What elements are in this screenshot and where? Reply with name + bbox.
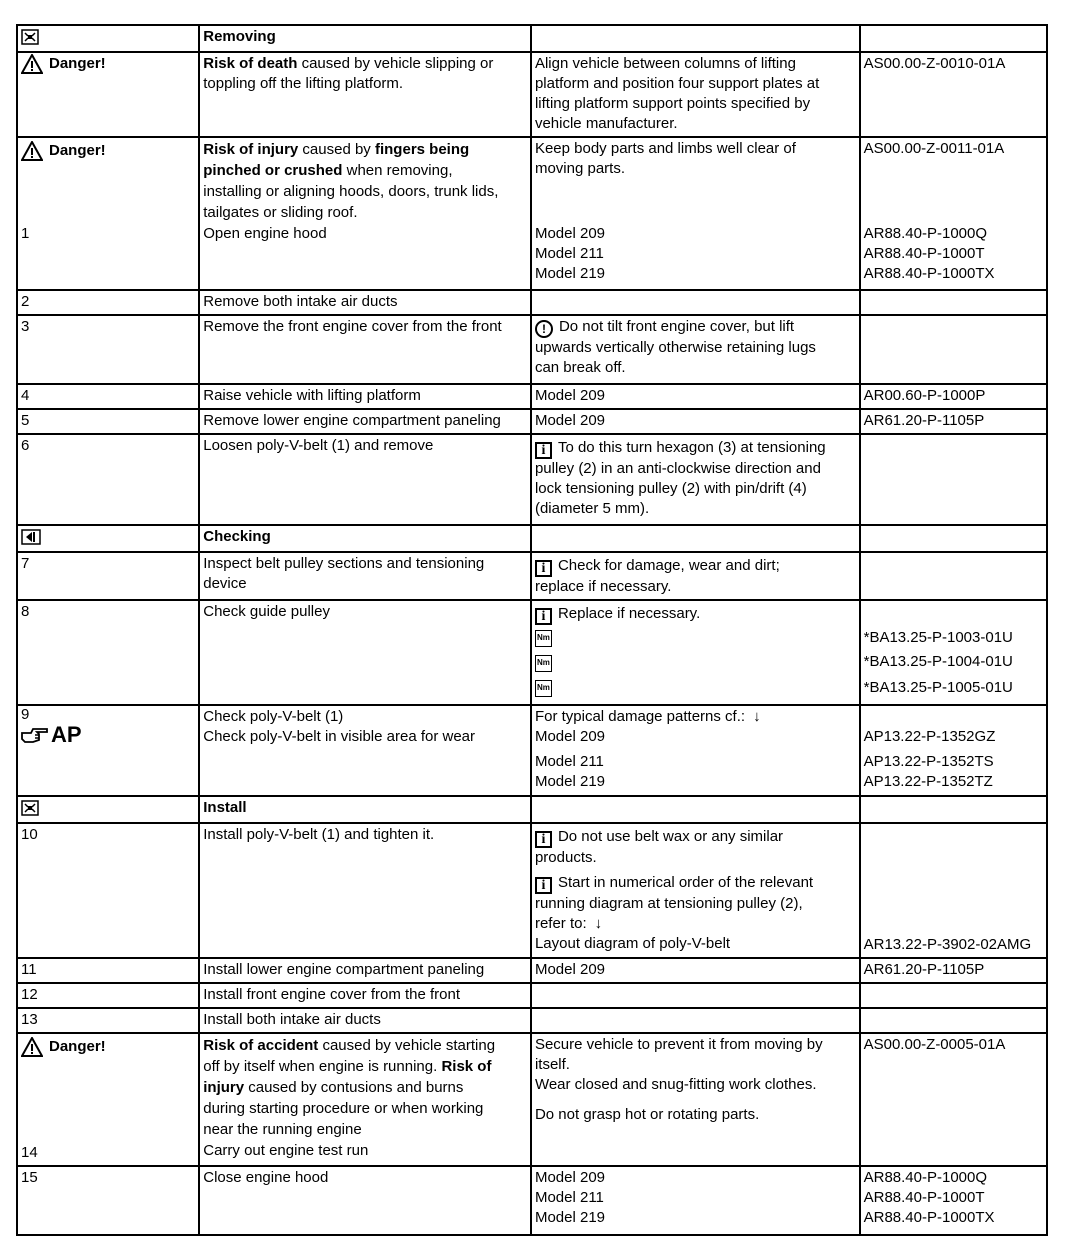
ap-label: AP [51, 722, 82, 747]
reference-link[interactable]: *BA13.25-P-1005-01U [863, 679, 1013, 696]
step-text: Open engine hood [203, 225, 327, 242]
reference-link[interactable]: AS00.00-Z-0005-01A [860, 1033, 1047, 1166]
caution-icon: ! [535, 320, 553, 338]
risk-text: during starting procedure or when working [203, 1100, 484, 1117]
reference-link[interactable]: AP13.22-P-1352TZ [863, 773, 993, 790]
danger-warning [21, 1037, 195, 1057]
section-title-removing: Removing [199, 25, 531, 52]
info-icon: i [535, 831, 552, 848]
step-row [17, 552, 1047, 600]
risk-text: caused by [298, 141, 375, 158]
torque-nm-icon: Nm [535, 630, 552, 647]
risk-title: Risk of accident [203, 1037, 319, 1054]
ap-marker [21, 722, 195, 747]
torque-nm-icon: Nm [535, 655, 552, 672]
danger-label: Danger! [49, 142, 106, 159]
note-text: To do this turn hexagon (3) at tensioning [557, 439, 826, 456]
remedy-text: Wear closed and snug-fitting work clothes. [534, 1076, 817, 1093]
remedy-text: Secure vehicle to prevent it from moving by [534, 1036, 823, 1053]
step-text: Close engine hood [199, 1166, 531, 1235]
info-icon: i [535, 560, 552, 577]
model-label: Model 209 [531, 958, 860, 983]
section-title-install: Install [199, 796, 531, 823]
section-title-checking: Checking [199, 525, 531, 552]
down-arrow-icon[interactable]: ↓ [753, 708, 761, 725]
reference-link[interactable]: AS00.00-Z-0011-01A [863, 140, 1005, 157]
reference-link[interactable]: AR13.22-P-3902-02AMG [863, 936, 1032, 953]
risk-text: caused by contusions and burns [244, 1079, 464, 1096]
step-number: 7 [17, 552, 199, 600]
info-icon: i [535, 608, 552, 625]
note-text: Start in numerical order of the relevant [557, 874, 814, 891]
step-number: 2 [17, 290, 199, 315]
danger-warning [21, 141, 195, 161]
model-label: Model 211 [534, 245, 604, 262]
section-row-install [17, 796, 1047, 823]
model-label: Model 209 [534, 1169, 606, 1186]
step-number: 6 [17, 434, 199, 525]
remedy-text: Do not grasp hot or rotating parts. [534, 1106, 760, 1123]
remedy-text: moving parts. [534, 160, 625, 177]
remedy-text: Align vehicle between columns of lifting [534, 55, 796, 72]
step-row [17, 1166, 1047, 1235]
step-number: 12 [17, 983, 199, 1008]
danger-row [17, 137, 1047, 290]
layout-diagram-label: Layout diagram of poly-V-belt [534, 935, 731, 952]
step-text: Check poly-V-belt (1) [203, 708, 344, 725]
reference-link[interactable]: *BA13.25-P-1004-01U [863, 653, 1013, 670]
reference-link[interactable]: AR88.40-P-1000TX [863, 1209, 995, 1226]
risk-text: caused by vehicle slipping or [297, 55, 494, 72]
model-label: Model 209 [531, 409, 860, 434]
remedy-text: itself. [534, 1056, 570, 1073]
step-number: 1 [21, 225, 30, 242]
risk-text: near the running engine [203, 1121, 362, 1138]
note-text: pulley (2) in an anti-clockwise direction and [534, 460, 821, 477]
risk-title: Risk of [441, 1058, 492, 1075]
step-number: 9 [21, 706, 30, 723]
reference-link[interactable]: AR61.20-P-1105P [860, 409, 1047, 434]
step-number: 5 [17, 409, 199, 434]
danger-row [17, 1033, 1047, 1166]
step-number: 11 [17, 958, 199, 983]
step-row [17, 600, 1047, 705]
reference-link[interactable]: AR00.60-P-1000P [860, 384, 1047, 409]
danger-label: Danger! [49, 1038, 106, 1055]
note-text: refer to: [534, 915, 587, 932]
step-text: Loosen poly-V-belt (1) and remove [199, 434, 531, 525]
reference-link[interactable]: AR88.40-P-1000T [863, 1189, 985, 1206]
remedy-text: Keep body parts and limbs well clear of [534, 140, 796, 157]
info-icon: i [535, 877, 552, 894]
risk-text: off by itself when engine is running. [203, 1058, 442, 1075]
note-text: For typical damage patterns cf.: [534, 708, 746, 725]
risk-title: fingers being [374, 141, 470, 158]
remedy-text: platform and position four support plates at [534, 75, 820, 92]
note-text: Do not use belt wax or any similar [557, 828, 784, 845]
note-text: replace if necessary. [534, 578, 672, 595]
model-label: Model 219 [534, 1209, 606, 1226]
model-label: Model 209 [534, 728, 606, 745]
step-text: Install front engine cover from the front [199, 983, 531, 1008]
step-text: Remove the front engine cover from the front [199, 315, 531, 384]
step-row [17, 290, 1047, 315]
note-text: lock tensioning pulley (2) with pin/drift (4) [534, 480, 807, 497]
step-number: 8 [17, 600, 199, 705]
reference-link[interactable]: AR88.40-P-1000T [863, 245, 985, 262]
danger-label: Danger! [49, 55, 106, 72]
risk-title: injury [203, 1079, 245, 1096]
check-icon [21, 529, 195, 545]
warning-triangle-icon [21, 141, 43, 161]
risk-title: Risk of death [203, 55, 298, 72]
note-text: Replace if necessary. [557, 605, 701, 622]
note-text: Check for damage, wear and dirt; [557, 557, 780, 574]
section-row-checking [17, 525, 1047, 552]
risk-text: toppling off the lifting platform. [203, 75, 404, 92]
note-text: (diameter 5 mm). [534, 500, 650, 517]
step-text: Install both intake air ducts [199, 1008, 531, 1033]
warning-triangle-icon [21, 54, 43, 74]
risk-text: installing or aligning hoods, doors, trunk lids, [203, 183, 499, 200]
risk-text: caused by vehicle starting [318, 1037, 496, 1054]
step-text: device [203, 575, 247, 592]
step-number: 15 [17, 1166, 199, 1235]
step-text: Check poly-V-belt in visible area for wear [203, 728, 476, 745]
remedy-text: vehicle manufacturer. [534, 115, 678, 132]
step-text: Raise vehicle with lifting platform [199, 384, 531, 409]
step-row [17, 315, 1047, 384]
danger-row [17, 52, 1047, 137]
note-text: products. [534, 849, 597, 866]
reference-link[interactable]: AR61.20-P-1105P [860, 958, 1047, 983]
step-row [17, 958, 1047, 983]
note-text: can break off. [534, 359, 626, 376]
step-text: Remove lower engine compartment paneling [199, 409, 531, 434]
step-row [17, 705, 1047, 796]
reference-link[interactable]: AR88.40-P-1000TX [863, 265, 995, 282]
step-row [17, 823, 1047, 958]
torque-nm-icon: Nm [535, 680, 552, 697]
risk-text: when removing, [342, 162, 453, 179]
step-number: 3 [17, 315, 199, 384]
warning-triangle-icon [21, 1037, 43, 1057]
step-text: Carry out engine test run [203, 1142, 369, 1159]
reference-link[interactable]: *BA13.25-P-1003-01U [863, 629, 1013, 646]
procedure-table [16, 24, 1048, 1236]
model-label: Model 209 [534, 225, 606, 242]
step-row [17, 1008, 1047, 1033]
step-number: 13 [17, 1008, 199, 1033]
step-number: 10 [17, 823, 199, 958]
step-row [17, 434, 1047, 525]
info-icon: i [535, 442, 552, 459]
step-row [17, 384, 1047, 409]
note-text: upwards vertically otherwise retaining lugs [534, 339, 816, 356]
note-text: running diagram at tensioning pulley (2), [534, 895, 803, 912]
step-row [17, 409, 1047, 434]
step-number: 4 [17, 384, 199, 409]
reference-link[interactable]: AR88.40-P-1000Q [863, 225, 988, 242]
removal-icon [21, 29, 195, 45]
danger-warning [21, 54, 195, 74]
risk-text: tailgates or sliding roof. [203, 204, 358, 221]
model-label: Model 211 [534, 753, 604, 770]
model-label: Model 219 [534, 265, 606, 282]
down-arrow-icon[interactable]: ↓ [594, 915, 603, 932]
step-text: Remove both intake air ducts [199, 290, 531, 315]
reference-link[interactable]: AR88.40-P-1000Q [863, 1169, 988, 1186]
step-number: 14 [21, 1144, 38, 1161]
remedy-text: lifting platform support points specified by [534, 95, 811, 112]
reference-link[interactable]: AS00.00-Z-0010-01A [860, 52, 1047, 137]
reference-link[interactable]: AP13.22-P-1352TS [863, 753, 994, 770]
install-icon [21, 800, 195, 816]
step-text: Install poly-V-belt (1) and tighten it. [199, 823, 531, 958]
model-label: Model 211 [534, 1189, 604, 1206]
note-text: Do not tilt front engine cover, but lift [558, 318, 795, 335]
model-label: Model 219 [534, 773, 606, 790]
section-row-removing [17, 25, 1047, 52]
step-text: Check guide pulley [199, 600, 531, 705]
risk-title: pinched or crushed [203, 162, 343, 179]
step-text: Install lower engine compartment paneling [199, 958, 531, 983]
model-label: Model 209 [531, 384, 860, 409]
risk-title: Risk of injury [203, 141, 299, 158]
step-row [17, 983, 1047, 1008]
step-text: Inspect belt pulley sections and tensioning [203, 555, 485, 572]
pointing-hand-icon [21, 725, 49, 745]
reference-link[interactable]: AP13.22-P-1352GZ [863, 728, 996, 745]
